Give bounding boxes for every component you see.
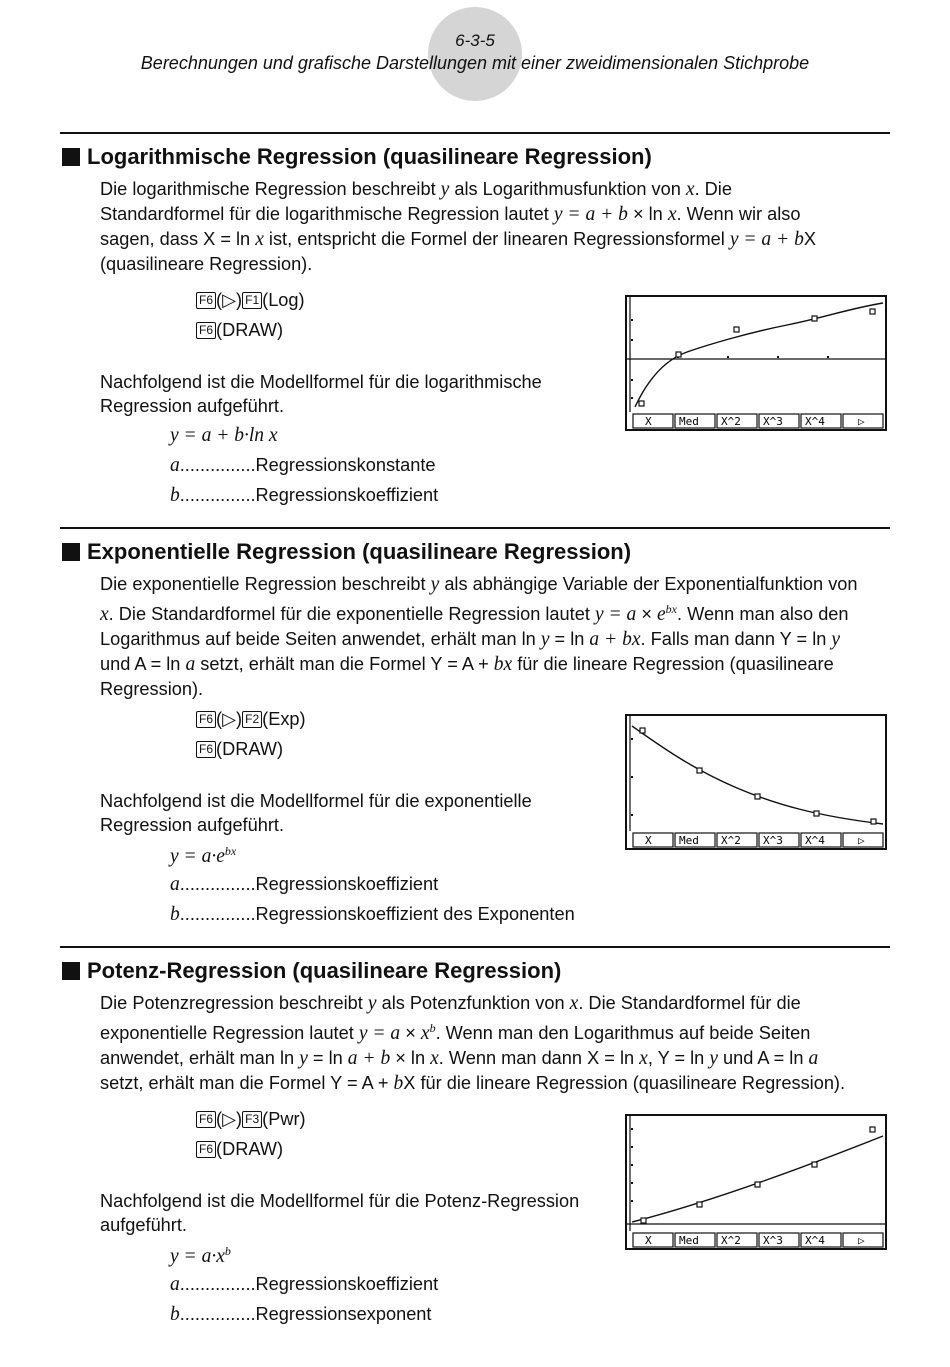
section-paragraph: Die Potenzregression beschreibt y als Potenzfunktion von x. Die Standardformel für die exponentielle Regression lautet $y = a \times x^b$. Wenn man den Logarithmus auf beide Seiten anwendet, erhält man ln y = ln a + b × ln x. Wenn man dann X = ln x, Y = ln y und A = ln a setzt, erhält man die Formel Y = A + bX für die lineare Regression (quasilineare Regression). <box>100 993 846 1094</box>
regression-graph-exp <box>627 716 885 848</box>
svg-text:X: X <box>645 415 652 428</box>
variable-a: a...............Regressionskoeffizient <box>170 874 439 895</box>
model-intro: Nachfolgend ist die Modellformel für die exponentielle Regression aufgeführt. <box>100 791 532 835</box>
screen-menu-bar <box>633 414 883 428</box>
svg-text:X^4: X^4 <box>805 834 825 847</box>
black-square-icon <box>62 543 80 561</box>
model-formula: $y = a\cdot x^b$ <box>170 1244 231 1267</box>
svg-text:▷: ▷ <box>858 415 865 428</box>
function-key-icon: F6 <box>196 741 216 758</box>
section-heading: Logarithmische Regression (quasilineare Regression) <box>62 144 652 170</box>
svg-text:X^2: X^2 <box>721 834 741 847</box>
black-square-icon <box>62 148 80 166</box>
section-heading: Potenz-Regression (quasilineare Regression) <box>62 958 561 984</box>
svg-text:X^2: X^2 <box>721 415 741 428</box>
section-paragraph: Die exponentielle Regression beschreibt y als abhängige Variable der Exponentialfunktion von x. Die Standardformel für die exponentielle Regression lautet $y = a \times e^{bx}$. Wenn man also den Logarithmus auf beide Seiten anwendet, erhält man ln y = ln a + bx. Falls man dann Y = ln y und A = ln a setzt, erhält man die Formel Y = A + bx für die lineare Regression (quasilineare Regression). <box>100 574 858 699</box>
variable-b: b...............Regressionskoeffizient des Exponenten <box>170 904 575 925</box>
section-divider <box>60 132 890 134</box>
variable-b: b...............Regressionskoeffizient <box>170 485 439 506</box>
section-heading: Exponentielle Regression (quasilineare Regression) <box>62 539 631 565</box>
svg-text:▷: ▷ <box>858 1234 865 1247</box>
svg-text:X^3: X^3 <box>763 1234 783 1247</box>
function-key-icon: F6 <box>196 292 216 309</box>
function-key-icon: F6 <box>196 1141 216 1158</box>
black-square-icon <box>62 962 80 980</box>
svg-text:Med: Med <box>679 1234 699 1247</box>
function-key-icon: F3 <box>242 1111 262 1128</box>
section-divider <box>60 527 890 529</box>
key-sequence: F6 (▷) F2 (Exp) <box>196 709 306 730</box>
function-key-icon: F1 <box>242 292 262 309</box>
model-intro: Nachfolgend ist die Modellformel für die logarithmische Regression aufgeführt. <box>100 372 542 416</box>
section-paragraph: Die logarithmische Regression beschreibt y als Logarithmusfunktion von x. Die Standardformel für die logarithmische Regression lautet y = a + b × ln x. Wenn wir also sagen, dass X = ln x ist, entspricht die Formel der linearen Regressionsformel y = a + bX (quasilineare Regression). <box>100 179 816 274</box>
function-key-icon: F6 <box>196 1111 216 1128</box>
svg-text:X^3: X^3 <box>763 415 783 428</box>
key-sequence-draw: F6 (DRAW) <box>196 320 283 341</box>
screen-menu-bar <box>633 1233 883 1247</box>
svg-text:▷: ▷ <box>858 834 865 847</box>
function-key-icon: F6 <box>196 711 216 728</box>
variable-a: a...............Regressionskonstante <box>170 455 436 476</box>
svg-text:X: X <box>645 834 652 847</box>
section-divider <box>60 946 890 948</box>
key-sequence-draw: F6 (DRAW) <box>196 739 283 760</box>
key-sequence: F6 (▷) F3 (Pwr) <box>196 1109 306 1130</box>
svg-text:X: X <box>645 1234 652 1247</box>
function-key-icon: F2 <box>242 711 262 728</box>
model-formula: $y = a\cdot e^{bx}$ <box>170 844 237 867</box>
screen-menu-bar <box>633 833 883 847</box>
svg-text:Med: Med <box>679 834 699 847</box>
svg-text:X^4: X^4 <box>805 1234 825 1247</box>
calculator-screen-exp <box>625 714 887 850</box>
regression-graph-pwr <box>627 1116 885 1248</box>
svg-text:X^4: X^4 <box>805 415 825 428</box>
variable-b: b...............Regressionsexponent <box>170 1304 432 1325</box>
page-subtitle: Berechnungen und grafische Darstellungen mit einer zweidimensionalen Stichprobe <box>140 53 810 73</box>
model-formula: y = a + b·ln x <box>170 425 278 446</box>
key-sequence: F6 (▷) F1 (Log) <box>196 290 305 311</box>
page-number: 6-3-5 <box>455 31 495 50</box>
svg-text:X^2: X^2 <box>721 1234 741 1247</box>
calculator-screen-pwr <box>625 1114 887 1250</box>
calculator-screen-log <box>625 295 887 431</box>
regression-graph-log <box>627 297 885 429</box>
svg-text:Med: Med <box>679 415 699 428</box>
variable-a: a...............Regressionskoeffizient <box>170 1274 439 1295</box>
svg-text:X^3: X^3 <box>763 834 783 847</box>
key-sequence-draw: F6 (DRAW) <box>196 1139 283 1160</box>
model-intro: Nachfolgend ist die Modellformel für die Potenz-Regression aufgeführt. <box>100 1191 580 1235</box>
function-key-icon: F6 <box>196 322 216 339</box>
